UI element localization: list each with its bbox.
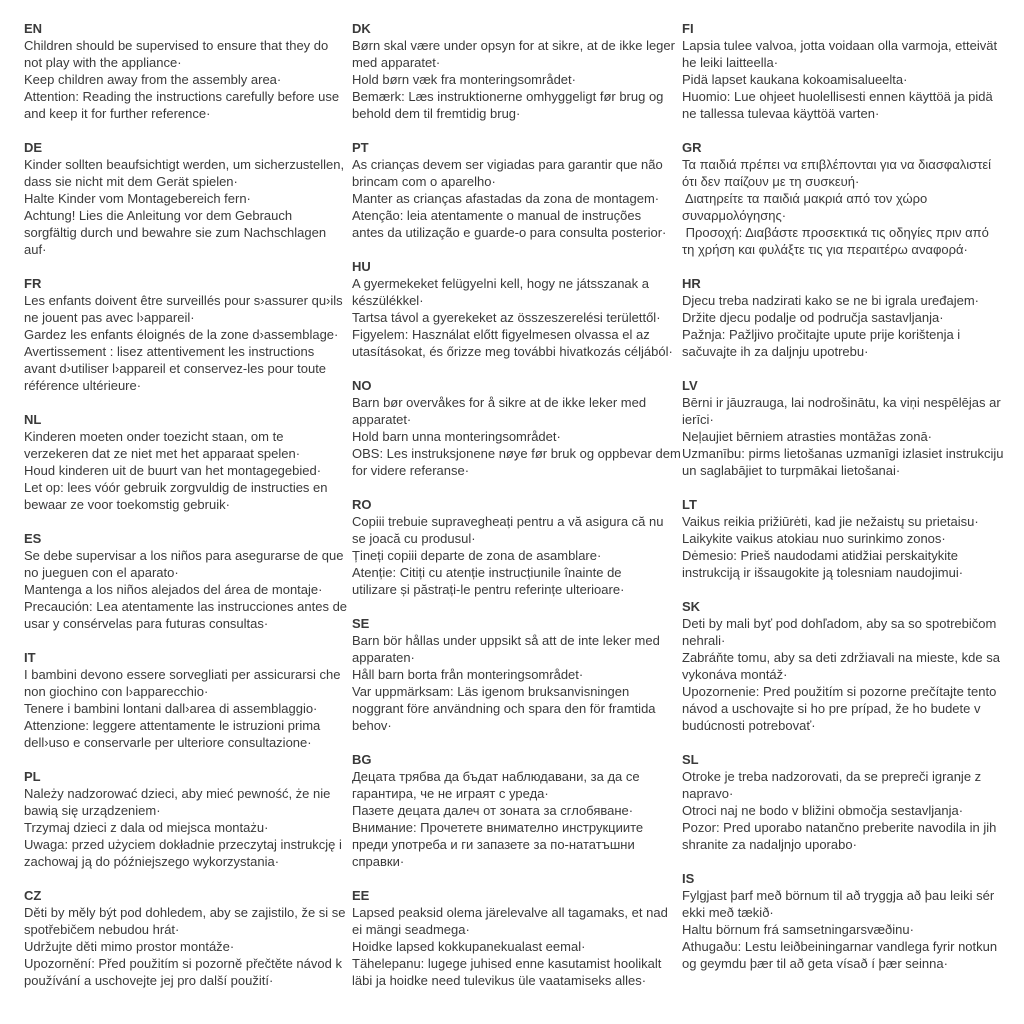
- instruction-line: nehrali·: [682, 633, 726, 648]
- instruction-line: med apparatet·: [352, 55, 441, 70]
- language-code: LT: [682, 497, 697, 512]
- language-section: [24, 768, 350, 870]
- instruction-line: og geymdu þær til að geta vísað í þær seinna·: [682, 956, 948, 971]
- instruction-line: spotřebičem nebudou hrát·: [24, 922, 180, 937]
- language-code: CZ: [24, 888, 42, 903]
- instruction-line: Внимание: Прочетете внимателно инструкциите: [352, 820, 644, 835]
- instruction-line: instrukciją ir išsaugokite ją tolesniam naudojimui·: [682, 565, 964, 580]
- instruction-line: dass sie nicht mit dem Gerät spielen·: [24, 174, 238, 189]
- instruction-line: Se debe supervisar a los niños para asegurarse de que: [24, 548, 344, 563]
- instruction-line: apparaten·: [352, 650, 415, 665]
- instruction-line: Precaución: Lea atentamente las instrucciones antes de: [24, 599, 348, 614]
- instruction-line: shranite za nadaljnjo uporabo·: [682, 837, 857, 852]
- instruction-line: Djecu treba nadzirati kako se ne bi igrala uređajem·: [682, 293, 979, 308]
- instruction-line: OBS: Les instruksjonene nøye før bruk og oppbevar dem: [352, 446, 681, 461]
- instruction-line: Figyelem: Használat előtt figyelmesen olvassa el az: [352, 327, 650, 342]
- instruction-line: Let op: lees vóór gebruik zorgvuldig de instructies en: [24, 480, 328, 495]
- language-section: [682, 751, 1022, 853]
- instruction-line: készülékkel·: [352, 293, 424, 308]
- instruction-line: bawią się urządzeniem·: [24, 803, 161, 818]
- language-section: [352, 615, 680, 734]
- instruction-line: Avertissement : lisez attentivement les instructions: [24, 344, 315, 359]
- language-code: IS: [682, 871, 695, 886]
- instruction-line: συναρμολόγησης·: [682, 208, 787, 223]
- instruction-line: Lapsed peaksid olema järelevalve all tagamaks, et nad: [352, 905, 668, 920]
- instruction-line: I bambini devono essere sorvegliati per assicurarsi che: [24, 667, 341, 682]
- instruction-line: utasításokat, és őrizze meg további hivatkozás céljából·: [352, 344, 673, 359]
- instruction-line: dell›uso e conservarle per ulteriore consultazione·: [24, 735, 312, 750]
- instruction-line: Hold barn unna monteringsområdet·: [352, 429, 561, 444]
- instruction-line: A gyermekeket felügyelni kell, hogy ne játsszanak a: [352, 276, 650, 291]
- language-code: NL: [24, 412, 42, 427]
- instruction-line: Houd kinderen uit de buurt van het montagegebied·: [24, 463, 322, 478]
- language-code: BG: [352, 752, 372, 767]
- instruction-line: As crianças devem ser vigiadas para garantir que não: [352, 157, 663, 172]
- instruction-line: Tenere i bambini lontani dall›area di assemblaggio·: [24, 701, 318, 716]
- instruction-line: Dėmesio: Prieš naudodami atidžiai perskaitykite: [682, 548, 959, 563]
- instruction-line: Pozor: Pred uporabo natančno preberite navodila in jih: [682, 820, 997, 835]
- instruction-line: Mantenga a los niños alejados del área de montaje·: [24, 582, 323, 597]
- language-section: [682, 496, 1022, 581]
- instruction-line: Držite djecu podalje od područja sastavljanja·: [682, 310, 944, 325]
- instruction-line: Neļaujiet bērniem atrasties montāžas zonā·: [682, 429, 933, 444]
- language-section: [352, 258, 680, 360]
- language-code: GR: [682, 140, 702, 155]
- instruction-line: τη χρήση και φυλάξτε τις για περαιτέρω αναφορά·: [682, 242, 968, 257]
- language-code: EN: [24, 21, 43, 36]
- instruction-line: un saglabājiet to turpmākai lietošanai·: [682, 463, 901, 478]
- instruction-line: Otroci naj ne bodo v bližini območja sestavljanja·: [682, 803, 964, 818]
- instruction-line: Kinder sollten beaufsichtigt werden, um sicherzustellen,: [24, 157, 345, 172]
- instruction-line: Děti by měly být pod dohledem, aby se zajistilo, že si se: [24, 905, 346, 920]
- instruction-line: Țineți copiii departe de zona de asamblare·: [352, 548, 602, 563]
- instruction-line: Gardez les enfants éloignés de la zone d›assemblage·: [24, 327, 339, 342]
- instruction-line: Haltu börnum frá samsetningarsvæðinu·: [682, 922, 914, 937]
- instruction-line: Halte Kinder vom Montagebereich fern·: [24, 191, 251, 206]
- instruction-line: ierīci·: [682, 412, 714, 427]
- language-code: PT: [352, 140, 369, 155]
- column-middle: [352, 20, 680, 1006]
- language-section: [24, 649, 350, 751]
- instruction-line: Διατηρείτε τα παιδιά μακριά από τον χώρο: [682, 191, 928, 206]
- instruction-line: apparatet·: [352, 412, 412, 427]
- instruction-line: Keep children away from the assembly area·: [24, 72, 282, 87]
- language-code: HU: [352, 259, 371, 274]
- instruction-line: budúcnosti potrebovať·: [682, 718, 816, 733]
- language-section: [682, 870, 1022, 972]
- instruction-line: antes da utilização e guarde-o para consulta posterior·: [352, 225, 667, 240]
- instruction-line: Udržujte děti mimo prostor montáže·: [24, 939, 235, 954]
- instruction-line: Hoidke lapsed kokkupanekualast eemal·: [352, 939, 586, 954]
- instruction-line: návod a uschovajte si ho pre prípad, že ho budete v: [682, 701, 981, 716]
- language-section: [24, 411, 350, 513]
- instruction-line: Barn bör hållas under uppsikt så att de inte leker med: [352, 633, 660, 648]
- instruction-line: Børn skal være under opsyn for at sikre, at de ikke leger: [352, 38, 675, 53]
- instruction-line: Bemærk: Læs instruktionerne omhyggeligt før brug og: [352, 89, 664, 104]
- instruction-line: Upozornění: Před použitím si pozorně přečtěte návod k: [24, 956, 342, 971]
- language-code: RO: [352, 497, 372, 512]
- instruction-line: Athugaðu: Lestu leiðbeiningarnar vandlega fyrir notkun: [682, 939, 998, 954]
- language-section: [24, 20, 350, 122]
- instruction-line: ei mängi seadmega·: [352, 922, 470, 937]
- instruction-line: Trzymaj dzieci z dala od miejsca montażu·: [24, 820, 269, 835]
- instruction-line: Copiii trebuie supravegheați pentru a vă asigura că nu: [352, 514, 664, 529]
- instruction-line: for videre referanse·: [352, 463, 470, 478]
- language-code: LV: [682, 378, 698, 393]
- instruction-line: avant d›utiliser l›appareil et conservez-les pour toute: [24, 361, 327, 376]
- instruction-line: Децата трябва да бъдат наблюдавани, за да се: [352, 769, 640, 784]
- instruction-line: Children should be supervised to ensure that they do: [24, 38, 329, 53]
- language-code: DK: [352, 21, 371, 36]
- instruction-line: гарантира, че не играят с уреда·: [352, 786, 549, 801]
- instruction-line: behov·: [352, 718, 392, 733]
- instruction-line: Laikykite vaikus atokiau nuo surinkimo zonos·: [682, 531, 946, 546]
- language-section: [352, 20, 680, 122]
- instruction-line: usar y consérvelas para futuras consultas·: [24, 616, 269, 631]
- instruction-line: Atenção: leia atentamente o manual de instruções: [352, 208, 642, 223]
- instruction-line: Pažnja: Pažljivo pročitajte upute prije korištenja i: [682, 327, 961, 342]
- language-section: [682, 20, 1022, 122]
- language-code: IT: [24, 650, 36, 665]
- instruction-line: auf·: [24, 242, 47, 257]
- instruction-line: Upozornenie: Pred použitím si pozorne prečítajte tento: [682, 684, 997, 699]
- instruction-line: Hold børn væk fra monteringsområdet·: [352, 72, 576, 87]
- instruction-line: Deti by mali byť pod dohľadom, aby sa so spotrebičom: [682, 616, 997, 631]
- instruction-line: sačuvajte ih za daljnju upotrebu·: [682, 344, 869, 359]
- language-section: [24, 275, 350, 394]
- instruction-line: Пазете децата далеч от зоната за сглобяване·: [352, 803, 634, 818]
- instruction-line: Les enfants doivent être surveillés pour s›assurer qu›ils: [24, 293, 343, 308]
- language-section: [682, 275, 1022, 360]
- instruction-line: Lapsia tulee valvoa, jotta voidaan olla varmoja, etteivät: [682, 38, 998, 53]
- instruction-line: verzekeren dat ze niet met het apparaat spelen·: [24, 446, 301, 461]
- instruction-line: vykonáva montáž·: [682, 667, 788, 682]
- instruction-line: utilizare și păstrați-le pentru referințe ulterioare·: [352, 582, 625, 597]
- instruction-line: преди употреба и ги запазете за по-нататъшни: [352, 837, 635, 852]
- column-right: [682, 20, 1022, 989]
- instruction-line: not play with the appliance·: [24, 55, 182, 70]
- language-section: [352, 751, 680, 870]
- instruction-line: zachowaj ją do późniejszego wykorzystania·: [24, 854, 280, 869]
- instruction-line: behold dem til fremtidig brug·: [352, 106, 521, 121]
- instruction-line: Var uppmärksam: Läs igenom bruksanvisningen: [352, 684, 630, 699]
- instruction-line: napravo·: [682, 786, 734, 801]
- language-section: [24, 530, 350, 632]
- instruction-line: non giochino con l›apparecchio·: [24, 684, 209, 699]
- language-section: [352, 377, 680, 479]
- instruction-line: no jueguen con el aparato·: [24, 565, 179, 580]
- instruction-line: Tartsa távol a gyerekeket az összeszerelési területtől·: [352, 310, 661, 325]
- instruction-line: Attenzione: leggere attentamente le istruzioni prima: [24, 718, 321, 733]
- instruction-line: Manter as crianças afastadas da zona de montagem·: [352, 191, 660, 206]
- instruction-line: Otroke je treba nadzorovati, da se prepreči igranje z: [682, 769, 982, 784]
- instruction-line: Barn bør overvåkes for å sikre at de ikke leker med: [352, 395, 647, 410]
- instruction-line: Atenție: Citiți cu atenție instrucțiunile înainte de: [352, 565, 622, 580]
- instruction-line: sorgfältig durch und bewahre sie zum Nachschlagen: [24, 225, 327, 240]
- instruction-line: brincam com o aparelho·: [352, 174, 496, 189]
- language-code: FR: [24, 276, 42, 291]
- language-section: [24, 139, 350, 258]
- instruction-line: référence ultérieure·: [24, 378, 142, 393]
- language-code: SL: [682, 752, 699, 767]
- language-code: FI: [682, 21, 694, 36]
- language-section: [352, 887, 680, 989]
- instruction-line: Fylgjast þarf með börnum til að tryggja að þau leiki sér: [682, 888, 995, 903]
- language-section: [352, 496, 680, 598]
- instruction-line: bewaar ze voor toekomstig gebruik·: [24, 497, 230, 512]
- instruction-line: noggrant före användning och spara den för framtida: [352, 701, 656, 716]
- instruction-line: Huomio: Lue ohjeet huolellisesti ennen käyttöä ja pidä: [682, 89, 993, 104]
- instruction-line: läbi ja hoidke need tulevikus üle vaatamiseks alles·: [352, 973, 647, 988]
- instruction-line: ne tallessa tulevaa käyttöä varten·: [682, 106, 880, 121]
- instruction-line: ότι δεν παίζουν με τη συσκευή·: [682, 174, 860, 189]
- instruction-line: Pidä lapset kaukana kokoamisalueelta·: [682, 72, 908, 87]
- language-code: SE: [352, 616, 370, 631]
- language-code: DE: [24, 140, 43, 155]
- instruction-line: ne jouent pas avec l›appareil·: [24, 310, 195, 325]
- instruction-line: ekki með tækið·: [682, 905, 774, 920]
- instruction-line: Uwaga: przed użyciem dokładnie przeczytaj instrukcję i: [24, 837, 342, 852]
- column-left: [24, 20, 350, 1006]
- instruction-line: se joacă cu produsul·: [352, 531, 476, 546]
- language-code: HR: [682, 276, 701, 291]
- language-code: EE: [352, 888, 370, 903]
- instruction-line: Bērni ir jāuzrauga, lai nodrošinātu, ka viņi nespēlējas ar: [682, 395, 1001, 410]
- instruction-line: Należy nadzorować dzieci, aby mieć pewność, że nie: [24, 786, 331, 801]
- instruction-line: he leiki laitteella·: [682, 55, 779, 70]
- instruction-line: Zabráňte tomu, aby sa deti zdržiavali na mieste, kde sa: [682, 650, 1000, 665]
- language-section: [682, 598, 1022, 734]
- instruction-line: справки·: [352, 854, 405, 869]
- instruction-line: používání a uschovejte jej pro další použití·: [24, 973, 274, 988]
- language-code: ES: [24, 531, 42, 546]
- language-section: [682, 377, 1022, 479]
- language-code: PL: [24, 769, 41, 784]
- instruction-line: Kinderen moeten onder toezicht staan, om te: [24, 429, 284, 444]
- instruction-line: Tähelepanu: lugege juhised enne kasutamist hoolikalt: [352, 956, 662, 971]
- language-section: [24, 887, 350, 989]
- instruction-line: Τα παιδιά πρέπει να επιβλέπονται για να διασφαλιστεί: [682, 157, 992, 172]
- instruction-line: Προσοχή: Διαβάστε προσεκτικά τις οδηγίες πριν από: [682, 225, 989, 240]
- language-code: SK: [682, 599, 701, 614]
- instruction-line: Håll barn borta från monteringsområdet·: [352, 667, 584, 682]
- instruction-line: Uzmanību: pirms lietošanas uzmanīgi izlasiet instrukciju: [682, 446, 1004, 461]
- instruction-line: Achtung! Lies die Anleitung vor dem Gebrauch: [24, 208, 293, 223]
- language-section: [682, 139, 1022, 258]
- instruction-line: Attention: Reading the instructions carefully before use: [24, 89, 340, 104]
- language-section: [352, 139, 680, 241]
- instruction-line: Vaikus reikia prižiūrėti, kad jie nežaistų su prietaisu·: [682, 514, 979, 529]
- instruction-line: and keep it for further reference·: [24, 106, 211, 121]
- language-code: NO: [352, 378, 372, 393]
